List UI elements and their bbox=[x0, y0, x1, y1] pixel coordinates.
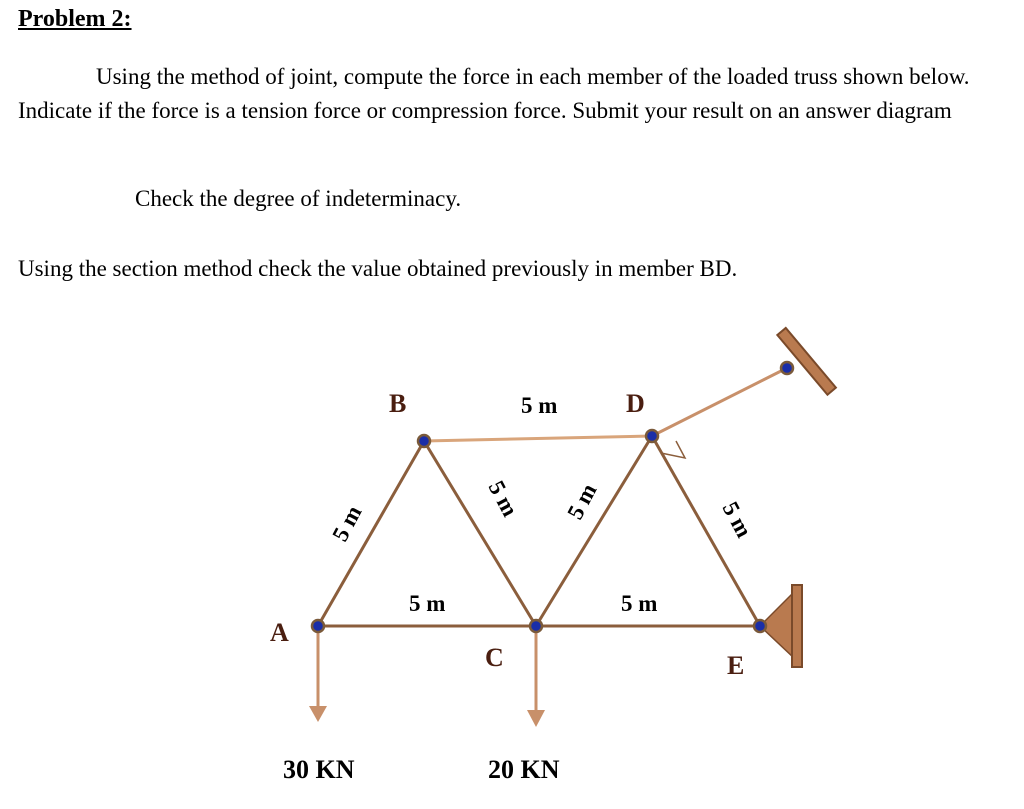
support-wall-e bbox=[792, 585, 802, 667]
joint-label-b: B bbox=[389, 389, 407, 418]
dim-ab: 5 m bbox=[327, 501, 367, 546]
joint-b-pin bbox=[418, 435, 430, 447]
load-label-a: 30 KN bbox=[283, 755, 355, 784]
load-arrow-c-head bbox=[527, 710, 545, 727]
dim-ac: 5 m bbox=[409, 591, 446, 616]
member-bd bbox=[424, 436, 652, 441]
dim-bc: 5 m bbox=[483, 476, 523, 521]
section-method-instruction: Using the section method check the value obtained previously in member BD. bbox=[18, 256, 738, 281]
joint-label-c: C bbox=[485, 643, 504, 672]
joint-e-pin bbox=[754, 620, 766, 632]
problem-heading: Problem 2: bbox=[18, 6, 132, 32]
joint-label-d: D bbox=[626, 389, 645, 418]
load-label-c: 20 KN bbox=[488, 755, 560, 784]
indeterminacy-instruction: Check the degree of indeterminacy. bbox=[135, 186, 462, 211]
joint-a-pin bbox=[312, 620, 324, 632]
dim-de: 5 m bbox=[717, 497, 757, 542]
load-arrow-a-head bbox=[309, 706, 327, 722]
joint-label-e: E bbox=[727, 651, 745, 680]
cable-anchor-pin bbox=[781, 362, 793, 374]
joint-c-pin bbox=[530, 620, 542, 632]
dim-ce: 5 m bbox=[621, 591, 658, 616]
problem-statement-text: Using the method of joint, compute the force in each member of the loaded truss shown below. Indicate if the force is a tension force or compression force. Submit your result on an answer diagram bbox=[18, 64, 970, 123]
joint-label-a: A bbox=[270, 618, 289, 647]
dim-cd: 5 m bbox=[562, 479, 602, 524]
joint-d-pin bbox=[646, 430, 658, 442]
cable-d bbox=[652, 368, 787, 436]
dim-bd: 5 m bbox=[521, 393, 558, 418]
